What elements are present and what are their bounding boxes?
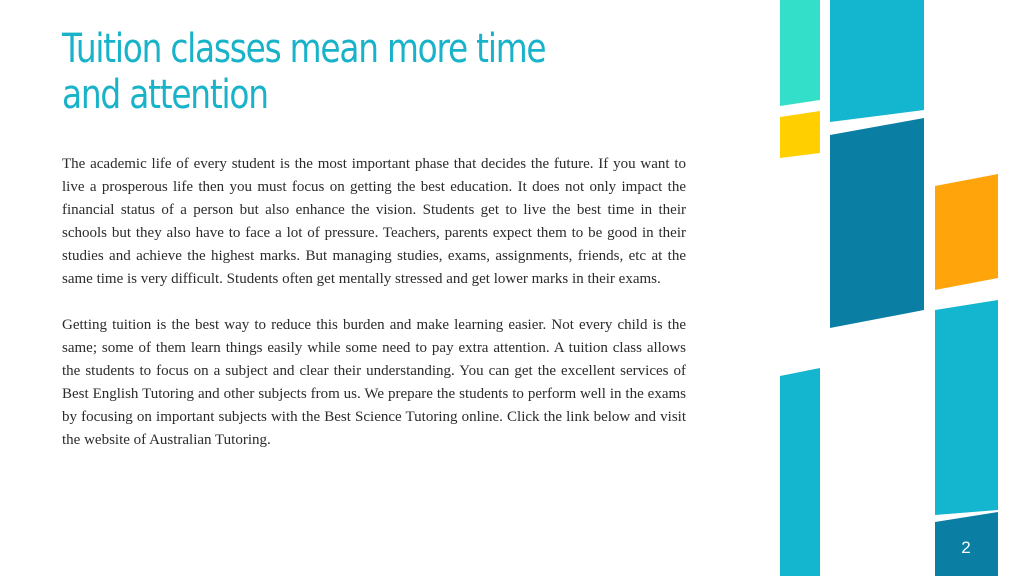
yellow-shape: [780, 111, 820, 158]
cyan-shape-right: [935, 300, 998, 515]
mint-shape: [780, 0, 820, 106]
slide-title: Tuition classes mean more time and attention: [62, 26, 546, 118]
page-number: 2: [961, 538, 971, 557]
body-paragraph-1: The academic life of every student is the most important phase that decides the future. If you want to live a prosperous life then you must focus on getting the best education. It does not only impact the financial status of a person but also enhance the vision. Students get to live the best time in their schools but they also have to face a lot of pressure. Teachers, parents expect them to be good in their studies and achieve the highest marks. But managing studies, exams, assignments, friends, etc at the same time is very difficult. Students often get mentally stressed and get lower marks in their exams.: [62, 156, 686, 287]
orange-shape: [935, 174, 998, 290]
cyan-shape-top: [830, 0, 924, 122]
body-paragraph-2: Getting tuition is the best way to reduce this burden and make learning easier. Not every child is the same; some of them learn things easily while some need to pay extra attention. A tuition class allows the students to focus on a subject and clear their understanding. You can get the excellent services of Best English Tutoring and other subjects from us. We prepare the students to perform well in the exams by focusing on important subjects with the Best Science Tutoring online. Click the link below and visit the website of Australian Tutoring.: [62, 317, 686, 448]
cyan-shape-bottom: [780, 368, 820, 576]
teal-dark-shape: [830, 118, 924, 328]
